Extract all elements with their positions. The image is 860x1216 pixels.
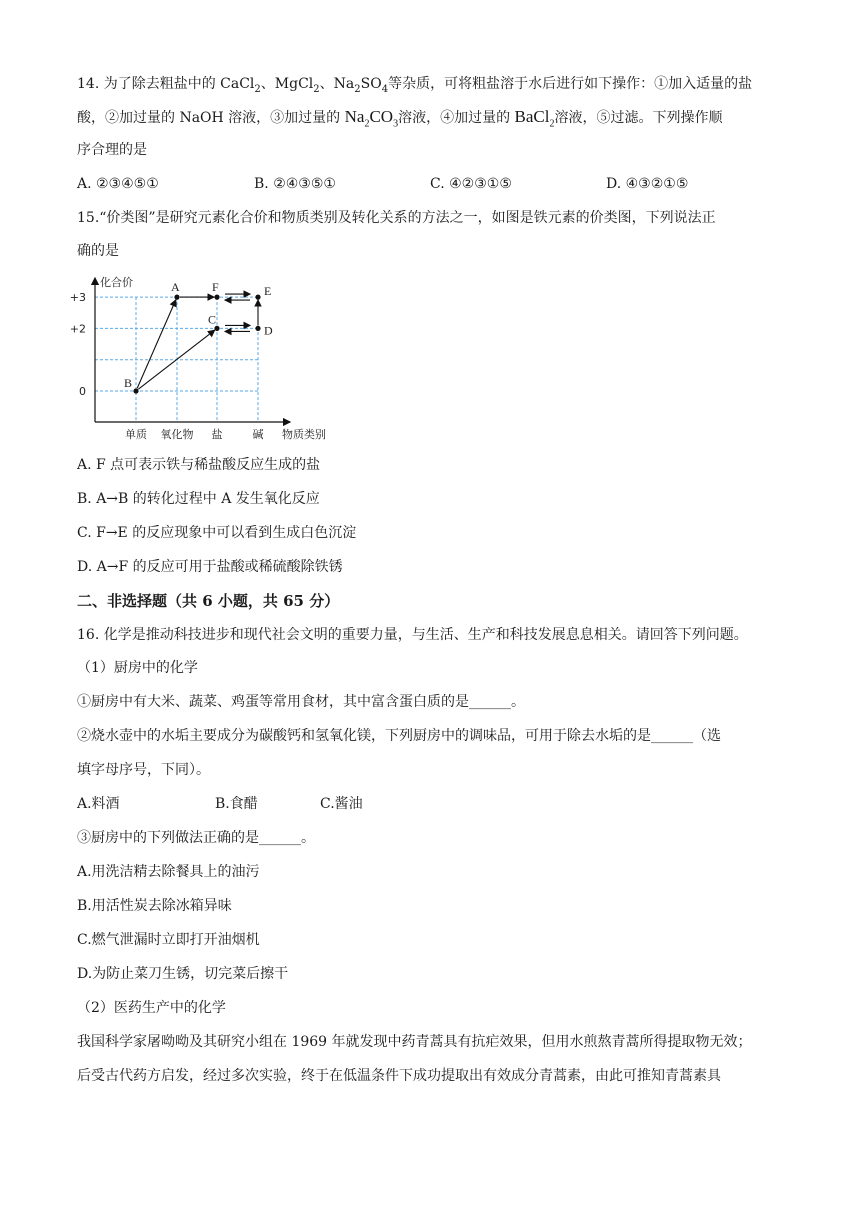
formula-part: BaCl [514, 107, 550, 126]
formula-part: CO [369, 107, 394, 126]
q15-option-d: D. A→F 的反应可用于盐酸或稀硫酸除铁锈 [77, 559, 343, 575]
q16-intro: 16. 化学是推动科技进步和现代社会文明的重要力量，与生活、生产和科技发展息息相关。请回答下列问题。 [77, 627, 748, 643]
q16-s2-line1: ②烧水壶中的水垢主要成分为碳酸钙和氢氧化镁，下列厨房中的调味品，可用于除去水垢的是______（选 [77, 728, 721, 744]
q14-text: 等杂质，可将粗盐溶于水后进行如下操作：①加入适量的盐 [388, 76, 753, 92]
q14-text: 14. 为了除去粗盐中的 CaCl [77, 76, 255, 92]
subscript: 2 [254, 83, 261, 95]
q16-s3-option-d: D.为防止菜刀生锈，切完菜后擦干 [77, 966, 289, 982]
subscript: 2 [364, 118, 370, 130]
subscript: 3 [393, 118, 399, 130]
q16-p2-line2: 后受古代药方启发，经过多次实验，终于在低温条件下成功提取出有效成分青蒿素，由此可推知青蒿素具 [77, 1068, 721, 1084]
point-C [214, 326, 219, 331]
q14-line1 [77, 74, 752, 100]
point-D [255, 326, 260, 331]
q16-p2-line1: 我国科学家屠呦呦及其研究小组在 1969 年就发现中药青蒿具有抗疟效果，但用水煎熬青蒿所得提取物无效； [77, 1034, 752, 1050]
y-tick-label: +3 [69, 291, 86, 305]
point-A [174, 295, 179, 300]
subscript: 2 [354, 83, 361, 95]
q16-s2-option-a: A.料酒 [77, 796, 120, 812]
q14-line2 [77, 107, 723, 134]
point-label-B: B [124, 376, 133, 390]
q14-option-a: A. ②③④⑤① [77, 176, 159, 192]
x-axis-label: 物质类别 [282, 428, 326, 441]
point-label-C: C [208, 312, 217, 327]
q15-line2: 确的是 [77, 243, 119, 259]
q15-line1: 15.“价类图”是研究元素化合价和物质类别及转化关系的方法之一，如图是铁元素的价类图，下列说法正 [77, 210, 716, 226]
point-label-E: E [264, 284, 272, 299]
y-tick-label: +2 [69, 322, 86, 336]
formula-part: Na [344, 107, 365, 126]
point-E [255, 295, 260, 300]
point-label-D: D [264, 323, 273, 338]
q16-s2-option-b: B.食醋 [215, 796, 258, 812]
point-label-F: F [212, 280, 219, 295]
subscript: 2 [549, 118, 555, 130]
formula-na2co3 [344, 107, 399, 130]
point-label-A: A [171, 280, 180, 295]
q16-s2-line2: 填字母序号，下同）。 [77, 762, 210, 778]
q15-option-b: B. A→B 的转化过程中 A 发生氧化反应 [77, 491, 320, 507]
q16-part1-title: （1）厨房中的化学 [77, 660, 198, 676]
y-axis-label: 化合价 [100, 276, 133, 289]
point-B [133, 388, 138, 393]
q14-text: 、MgCl [260, 76, 314, 92]
q15-option-c: C. F→E 的反应现象中可以看到生成白色沉淀 [77, 525, 357, 541]
q14-text: SO [360, 76, 382, 92]
subscript: 4 [381, 83, 389, 95]
q16-s3-option-c: C.燃气泄漏时立即打开油烟机 [77, 932, 260, 948]
q14-option-b: B. ②④③⑤① [254, 176, 336, 192]
x-tick-label: 碱 [252, 428, 264, 441]
q16-part2-title: （2）医药生产中的化学 [77, 1000, 226, 1016]
point-F [214, 295, 219, 300]
q15-option-a: A. F 点可表示铁与稀盐酸反应生成的盐 [77, 457, 321, 473]
section-title: 二、非选择题（共 6 小题，共 65 分） [77, 592, 340, 610]
x-tick-label: 氧化物 [160, 428, 194, 441]
q16-s3: ③厨房中的下列做法正确的是______。 [77, 830, 315, 846]
y-tick-label: 0 [79, 385, 86, 398]
q16-s1: ①厨房中有大米、蔬菜、鸡蛋等常用食材，其中富含蛋白质的是______。 [77, 694, 525, 710]
q14-text: 溶液，④加过量的 [398, 110, 515, 126]
formula-bacl2 [514, 107, 555, 130]
q14-option-d: D. ④③②①⑤ [606, 176, 689, 192]
q14-text: 溶液，⑤过滤。下列操作顺 [554, 110, 723, 126]
q14-option-c: C. ④②③①⑤ [430, 176, 512, 192]
q14-text: 酸，②加过量的 NaOH 溶液，③加过量的 [77, 110, 345, 126]
q14-line3: 序合理的是 [77, 142, 147, 158]
x-tick-label: 盐 [211, 428, 223, 441]
q16-s3-option-b: B.用活性炭去除冰箱异味 [77, 898, 232, 914]
q16-s3-option-a: A.用洗洁精去除餐具上的油污 [77, 864, 260, 880]
q16-s2-option-c: C.酱油 [320, 796, 363, 812]
x-tick-label: 单质 [125, 428, 147, 441]
q14-text: 、Na [319, 76, 355, 92]
valence-class-chart [69, 270, 342, 445]
subscript: 2 [313, 83, 320, 95]
